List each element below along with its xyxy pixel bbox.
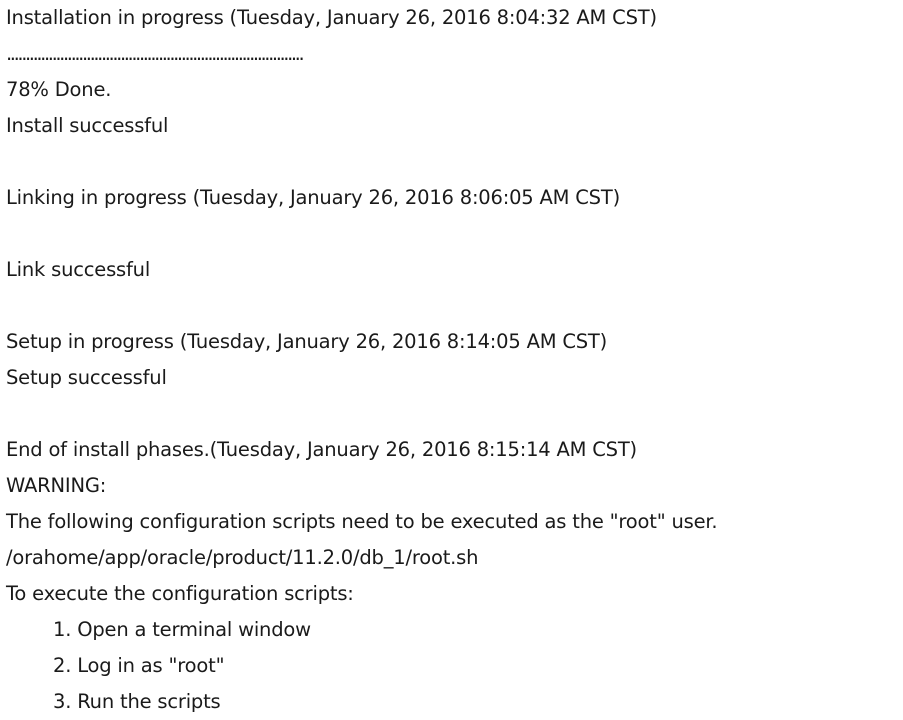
setup-start-line: Setup in progress (Tuesday, January 26, 2016 8:14:05 AM CST) <box>6 330 608 353</box>
step-item: 2. Log in as "root" <box>53 654 225 677</box>
config-notice-line: The following configuration scripts need to be executed as the "root" user. <box>6 510 718 533</box>
link-start-line: Linking in progress (Tuesday, January 26, 2016 8:06:05 AM CST) <box>6 186 620 209</box>
installer-log <box>6 0 903 720</box>
step-item: 1. Open a terminal window <box>53 618 311 641</box>
setup-result-line: Setup successful <box>6 366 167 389</box>
progress-dots: .............................................................................. <box>6 42 303 65</box>
blank-line <box>6 396 903 432</box>
link-result-line: Link successful <box>6 258 151 281</box>
step-item: 3. Run the scripts <box>53 690 221 713</box>
install-start-line: Installation in progress (Tuesday, January 26, 2016 8:04:32 AM CST) <box>6 6 657 29</box>
blank-line <box>6 288 903 324</box>
warning-line: WARNING: <box>6 474 107 497</box>
install-result-line: Install successful <box>6 114 169 137</box>
blank-line <box>6 216 903 252</box>
percent-done-line: 78% Done. <box>6 78 112 101</box>
blank-line <box>6 144 903 180</box>
end-phases-line: End of install phases.(Tuesday, January 26, 2016 8:15:14 AM CST) <box>6 438 637 461</box>
script-path-line[interactable]: /orahome/app/oracle/product/11.2.0/db_1/root.sh <box>6 546 479 569</box>
execute-intro-line: To execute the configuration scripts: <box>6 582 354 605</box>
